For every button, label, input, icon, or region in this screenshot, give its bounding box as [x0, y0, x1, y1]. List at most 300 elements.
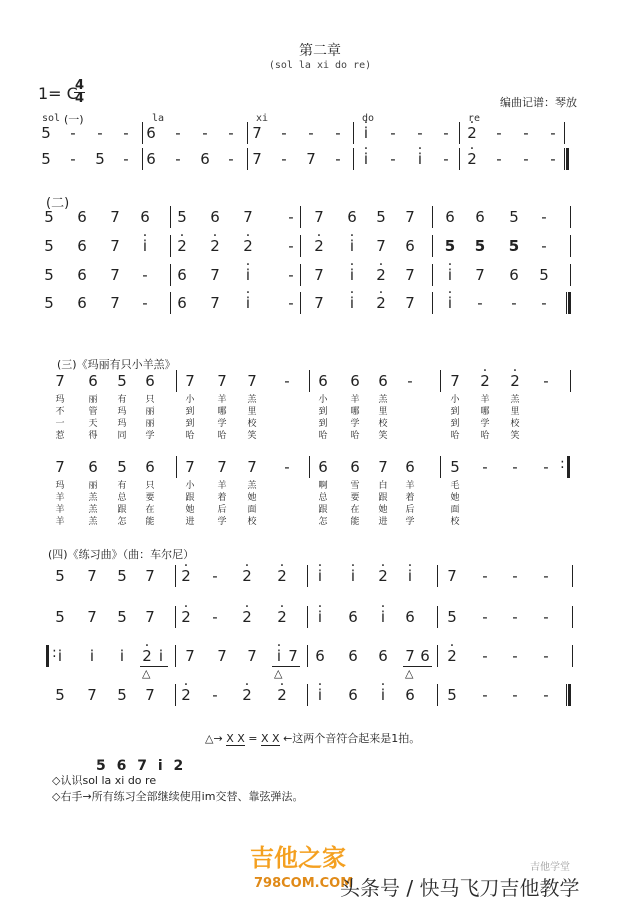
lyric-char: 着: [405, 493, 415, 503]
note-i: · i: [413, 150, 427, 168]
lyric-char: 小: [185, 395, 195, 405]
note-6: 6: [88, 458, 98, 476]
note-7: 7: [314, 208, 324, 226]
lyric-char: 羔: [88, 493, 98, 503]
lyric-char: 哈: [480, 431, 490, 441]
note-6: 6: [378, 372, 388, 390]
note-2: · 2: [374, 266, 388, 284]
lyric-char: 她: [378, 505, 388, 515]
lyric-char: 学: [145, 431, 155, 441]
barline: [437, 645, 438, 667]
note-6: 6: [350, 372, 360, 390]
note-7: 7: [145, 686, 155, 704]
note-5: 5: [508, 237, 520, 255]
dash-hold: -: [512, 608, 518, 626]
lyric-char: 跟: [318, 505, 328, 515]
barline: [309, 456, 310, 478]
dash-hold: -: [523, 124, 529, 142]
time-signature-top: 4: [75, 78, 85, 93]
note-7: 7: [405, 294, 415, 312]
score-row-5: [0, 266, 640, 288]
dash-hold: -: [390, 124, 396, 142]
dash-hold: -: [543, 608, 549, 626]
lyric-char: 羊: [217, 481, 227, 491]
dash-hold: -: [512, 686, 518, 704]
note-i: · i: [313, 567, 327, 585]
section-3-label: (三)《玛丽有只小羊羔》: [57, 358, 176, 371]
dash-hold: -: [284, 458, 290, 476]
lyric-char: 一: [55, 419, 65, 429]
lyric-char: 校: [247, 517, 257, 527]
note-6: 6: [347, 208, 357, 226]
dash-hold: -: [335, 124, 341, 142]
note-5: 5: [376, 208, 386, 226]
note-i: i: [119, 647, 125, 665]
dash-hold: -: [335, 150, 341, 168]
lyric-char: 雪: [350, 481, 360, 491]
note-7: 7: [447, 567, 457, 585]
note-6: 6: [315, 647, 325, 665]
barline: [170, 264, 171, 286]
note-6: 6: [475, 208, 485, 226]
dash-hold: -: [202, 124, 208, 142]
dash-hold: -: [175, 124, 181, 142]
arranger-credit: 编曲记谱：琴放: [500, 96, 577, 109]
note-i: i: [57, 647, 63, 665]
syllable-re: re: [468, 113, 481, 124]
lyric-char: 到: [318, 419, 328, 429]
barline: [570, 370, 571, 392]
note-5: 5: [55, 567, 65, 585]
lyric-char: 能: [350, 517, 360, 527]
dash-hold: -: [123, 150, 129, 168]
lyric-char: 羔: [247, 395, 257, 405]
note-i: · i: [313, 608, 327, 626]
dash-hold: -: [541, 208, 547, 226]
note-6: 6: [318, 372, 328, 390]
dash-hold: -: [511, 294, 517, 312]
lyric-char: 羊: [405, 481, 415, 491]
repeat-barline: [566, 456, 570, 478]
note-7: 7: [314, 266, 324, 284]
note-2: · 2: [478, 372, 492, 390]
note-2: · 2: [275, 567, 289, 585]
lyric-char: 学: [217, 517, 227, 527]
note-6: 6: [509, 266, 519, 284]
barline: [175, 606, 176, 628]
note-5: 5: [117, 608, 127, 626]
lyric-char: 丽: [88, 395, 98, 405]
note-2: · 2: [208, 237, 222, 255]
note-7: 7: [87, 567, 97, 585]
barline: [437, 684, 438, 706]
barline: [440, 456, 441, 478]
note-7: 7: [87, 608, 97, 626]
explanation-equals: =: [248, 732, 258, 745]
lyric-char: 只: [145, 395, 155, 405]
barline: [572, 645, 573, 667]
lyric-char: 笑: [247, 431, 257, 441]
note-7: 7: [475, 266, 485, 284]
dash-hold: -: [288, 208, 294, 226]
note-i: · i: [443, 266, 457, 284]
note-7: 7: [247, 647, 257, 665]
lyric-char: 哪: [217, 407, 227, 417]
note-7: 7: [110, 237, 120, 255]
lyric-char: 怎: [318, 517, 328, 527]
dash-hold: -: [417, 124, 423, 142]
page-title: 第二章: [299, 43, 341, 59]
lyric-char: 学: [480, 419, 490, 429]
lyric-char: 玛: [117, 407, 127, 417]
lyric-char: 羔: [247, 481, 257, 491]
dash-hold: -: [482, 608, 488, 626]
note-5: 5: [444, 237, 456, 255]
dash-hold: -: [70, 124, 76, 142]
barline: [175, 684, 176, 706]
barline: [570, 206, 571, 228]
lyric-char: 白: [378, 481, 388, 491]
lyric-char: 到: [450, 407, 460, 417]
syllable-xi: xi: [256, 113, 269, 124]
dash-hold: -: [212, 567, 218, 585]
note-5: 5: [177, 208, 187, 226]
lyric-char: 天: [88, 419, 98, 429]
note-i: · i: [346, 567, 360, 585]
barline: [353, 122, 354, 144]
explanation-xx-joined: X X: [226, 732, 245, 745]
score-row-1: [0, 124, 640, 146]
dash-hold: -: [228, 150, 234, 168]
note-6: 6: [405, 608, 415, 626]
lyric-char: 羊: [480, 395, 490, 405]
lyric-char: 里: [510, 407, 520, 417]
repeat-barline: [46, 645, 50, 667]
lyric-char: 哪: [480, 407, 490, 417]
lyric-char: 小: [318, 395, 328, 405]
note-6: 6: [445, 208, 455, 226]
note-6: 6: [200, 150, 210, 168]
time-signature: [74, 80, 85, 105]
score-row-4: [0, 237, 640, 259]
lyric-char: 学: [405, 517, 415, 527]
note-7: 7: [55, 458, 65, 476]
barline: [170, 235, 171, 257]
note-5: 5: [539, 266, 549, 284]
lyric-char: 跟: [117, 505, 127, 515]
note-2: · 2: [241, 237, 255, 255]
lyric-char: 跟: [378, 493, 388, 503]
note-2: · 2: [445, 647, 459, 665]
lyric-char: 里: [247, 407, 257, 417]
barline: [570, 264, 571, 286]
barline: [176, 456, 177, 478]
note-6: 6: [145, 458, 155, 476]
note-5: 5: [474, 237, 486, 255]
note-6: 6: [177, 294, 187, 312]
note-i: i: [158, 647, 164, 665]
dash-hold: -: [97, 124, 103, 142]
lyric-char: 要: [350, 493, 360, 503]
lyric-char: 啊: [318, 481, 328, 491]
final-barline: [566, 292, 571, 314]
right-hand-instruction: ◇右手→所有练习全部继续使用im交替、靠弦弹法。: [52, 790, 304, 803]
barline: [307, 684, 308, 706]
barline: [440, 370, 441, 392]
note-6: 6: [348, 686, 358, 704]
score-row-6: [0, 294, 640, 316]
key-signature: 1= C: [38, 84, 78, 103]
barline: [307, 606, 308, 628]
score-row-9: [0, 567, 640, 589]
note-i: · i: [241, 294, 255, 312]
dash-hold: -: [550, 124, 556, 142]
lyric-char: 到: [450, 419, 460, 429]
note-7: 7: [145, 567, 155, 585]
triangle-marker: △: [274, 667, 283, 680]
dash-hold: -: [496, 124, 502, 142]
note-2: · 2: [465, 150, 479, 168]
syllable-la: la: [152, 113, 165, 124]
lyric-char: 怎: [117, 517, 127, 527]
lyric-char: 她: [450, 493, 460, 503]
lyric-char: 小: [185, 481, 195, 491]
lyrics-block-1: [0, 392, 640, 442]
note-6: 6: [348, 647, 358, 665]
lyric-char: 校: [247, 419, 257, 429]
note-6: 6: [146, 124, 156, 142]
note-7: 7: [55, 372, 65, 390]
syllable-sol: sol: [42, 113, 61, 124]
barline: [437, 565, 438, 587]
note-5: 5: [450, 458, 460, 476]
note-6: 6: [210, 208, 220, 226]
lyric-char: 里: [378, 407, 388, 417]
triangle-marker: △: [405, 667, 414, 680]
lyric-char: 在: [350, 505, 360, 515]
dash-hold: -: [212, 686, 218, 704]
lyric-char: 哈: [185, 431, 195, 441]
note-2: · 2: [240, 567, 254, 585]
lyric-char: 哈: [318, 431, 328, 441]
lyric-char: 哈: [350, 431, 360, 441]
note-6: 6: [350, 458, 360, 476]
lyric-char: 管: [88, 407, 98, 417]
dash-hold: -: [541, 237, 547, 255]
dash-hold: -: [288, 294, 294, 312]
section-4-label: (四)《练习曲》（曲：车尔尼）: [48, 548, 195, 561]
lyric-char: 校: [510, 419, 520, 429]
lyrics-block-2: [0, 478, 640, 528]
note-5: 5: [447, 608, 457, 626]
note-6: 6: [177, 266, 187, 284]
score-row-12: [0, 686, 640, 708]
note-7: 7: [210, 266, 220, 284]
dash-hold: -: [543, 458, 549, 476]
dash-hold: -: [523, 150, 529, 168]
barline: [432, 235, 433, 257]
section-2-label: (二): [46, 196, 70, 211]
lyric-char: 着: [217, 493, 227, 503]
score-row-2: [0, 150, 640, 172]
note-i: · i: [376, 686, 390, 704]
dash-hold: -: [443, 150, 449, 168]
barline: [307, 645, 308, 667]
score-row-10: [0, 608, 640, 630]
dash-hold: -: [541, 294, 547, 312]
note-6: 6: [318, 458, 328, 476]
barline: [170, 292, 171, 314]
dash-hold: -: [543, 686, 549, 704]
note-7: 7: [314, 294, 324, 312]
note-i: i: [89, 647, 95, 665]
note-2: · 2: [179, 686, 193, 704]
barline: [459, 122, 460, 144]
barline: [572, 565, 573, 587]
lyric-char: 羊: [55, 517, 65, 527]
explanation-prefix: △→: [205, 732, 223, 745]
note-6: 6: [405, 237, 415, 255]
lyric-char: 只: [145, 481, 155, 491]
note-5: 5: [95, 150, 105, 168]
note-i: · i: [359, 124, 373, 142]
lyric-char: 羊: [350, 395, 360, 405]
lyric-char: 小: [450, 395, 460, 405]
lyric-char: 羊: [55, 493, 65, 503]
dash-hold: -: [228, 124, 234, 142]
note-i: · i: [241, 266, 255, 284]
note-2: · 2: [465, 124, 479, 142]
lyric-char: 丽: [145, 419, 155, 429]
note-2: · 2: [376, 567, 390, 585]
note-7: 7: [405, 266, 415, 284]
note-2: · 2: [312, 237, 326, 255]
lyric-char: 笑: [510, 431, 520, 441]
note-i: · i: [345, 294, 359, 312]
dash-hold: -: [142, 294, 148, 312]
lyric-char: 羔: [88, 517, 98, 527]
note-7: 7: [405, 208, 415, 226]
lyric-char: 玛: [55, 481, 65, 491]
note-6: 6: [420, 647, 430, 665]
barline: [170, 206, 171, 228]
barline: [142, 148, 143, 170]
barline: [353, 148, 354, 170]
note-2: · 2: [175, 237, 189, 255]
note-7: 7: [252, 124, 262, 142]
dash-hold: -: [496, 150, 502, 168]
lyric-char: 毛: [450, 481, 460, 491]
lyric-char: 玛: [117, 419, 127, 429]
note-7: 7: [378, 458, 388, 476]
syllable-do: do: [362, 113, 375, 124]
note-7: 7: [252, 150, 262, 168]
note-6: 6: [77, 294, 87, 312]
lyric-char: 学: [350, 419, 360, 429]
lyric-char: 能: [145, 517, 155, 527]
score-row-7: [0, 372, 640, 394]
note-i: · i: [345, 266, 359, 284]
note-7: 7: [217, 647, 227, 665]
dash-hold: -: [281, 124, 287, 142]
dash-hold: -: [142, 266, 148, 284]
explanation-line: [205, 730, 420, 746]
learn-notes-numbers: 5 6 7 i 2: [96, 758, 187, 774]
dash-hold: -: [512, 458, 518, 476]
lyric-char: 校: [378, 419, 388, 429]
lyric-char: 笑: [378, 431, 388, 441]
barline: [247, 122, 248, 144]
barline: [437, 606, 438, 628]
section-1-label: (一): [64, 113, 84, 126]
lyric-char: 跟: [185, 493, 195, 503]
lyric-char: 丽: [88, 481, 98, 491]
lyric-char: 哪: [350, 407, 360, 417]
watermark-logo: 吉他之家: [250, 844, 346, 872]
dash-hold: -: [407, 372, 413, 390]
note-5: 5: [44, 294, 54, 312]
note-6: 6: [145, 372, 155, 390]
note-7: 7: [306, 150, 316, 168]
barline: [176, 370, 177, 392]
dash-hold: -: [543, 567, 549, 585]
note-7: 7: [185, 458, 195, 476]
lyric-char: 面: [450, 505, 460, 515]
lyric-char: 后: [217, 505, 227, 515]
note-7: 7: [110, 294, 120, 312]
dash-hold: -: [482, 567, 488, 585]
dash-hold: -: [482, 647, 488, 665]
lyric-char: 到: [318, 407, 328, 417]
barline: [142, 122, 143, 144]
barline: [300, 206, 301, 228]
lyric-char: 丽: [145, 407, 155, 417]
watermark-url: 798COM.COM: [254, 876, 354, 891]
lyric-char: 哈: [450, 431, 460, 441]
note-7: 7: [87, 686, 97, 704]
note-i: · i: [272, 647, 286, 665]
lyric-char: 有: [117, 395, 127, 405]
dash-hold: -: [390, 150, 396, 168]
note-5: 5: [44, 208, 54, 226]
note-5: 5: [117, 567, 127, 585]
dash-hold: -: [482, 458, 488, 476]
dash-hold: -: [70, 150, 76, 168]
note-6: 6: [88, 372, 98, 390]
note-7: 7: [450, 372, 460, 390]
lyric-char: 学: [217, 419, 227, 429]
lyric-char: 进: [378, 517, 388, 527]
note-7: 7: [243, 208, 253, 226]
barline: [432, 206, 433, 228]
explanation-xx-split: X X: [260, 732, 280, 745]
dash-hold: -: [288, 266, 294, 284]
note-i: · i: [313, 686, 327, 704]
dash-hold: -: [443, 124, 449, 142]
lyric-char: 总: [117, 493, 127, 503]
lyric-char: 她: [247, 493, 257, 503]
lyric-char: 羔: [88, 505, 98, 515]
lyric-char: 后: [405, 505, 415, 515]
score-row-8: [0, 458, 640, 480]
note-5: 5: [117, 458, 127, 476]
note-i: · i: [345, 237, 359, 255]
dash-hold: -: [477, 294, 483, 312]
note-5: 5: [117, 372, 127, 390]
note-5: 5: [447, 686, 457, 704]
barline: [432, 264, 433, 286]
note-2: · 2: [275, 608, 289, 626]
